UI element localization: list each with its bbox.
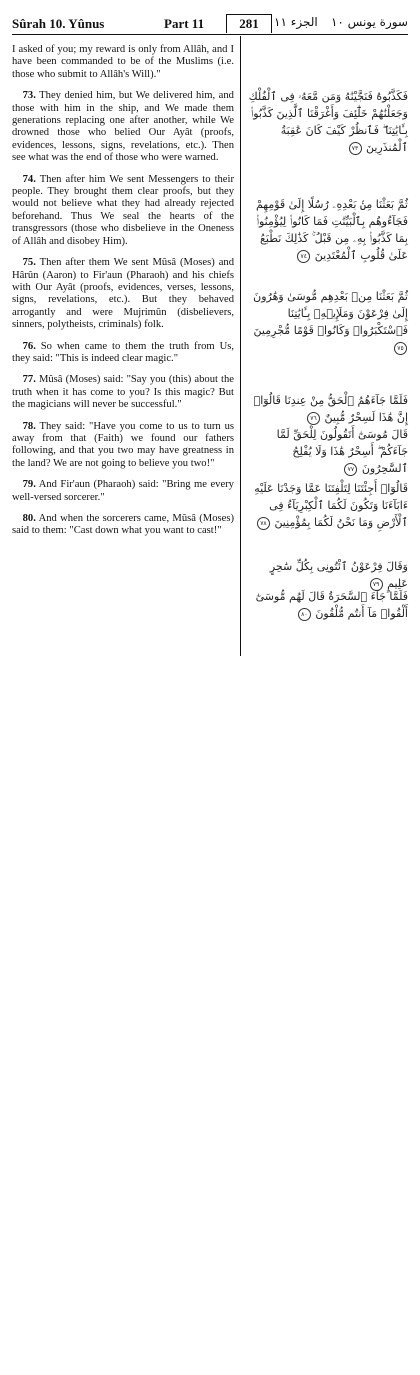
- arabic-verse: [246, 588, 408, 622]
- verse-number: 80.: [22, 513, 36, 524]
- ayah-end-marker: ٧٧: [344, 463, 357, 476]
- verse-paragraph: [12, 90, 234, 164]
- verse-number: 78.: [22, 420, 36, 432]
- verse-number: 76.: [22, 340, 36, 352]
- verse-paragraph: [12, 174, 234, 248]
- column-divider: [240, 36, 241, 656]
- arabic-verse-text: ثُمَّ بَعَثْنَا مِنۢ بَعْدِهِۦ رُسُلًا إِلَىٰ قَوْمِهِمْ فَجَآءُوهُم بِٱلْبَيِّنَٰتِ فَمَا كَانُوا۟ لِيُؤْمِنُوا۟ بِمَا كَذَّبُوا۟ بِهِۦ مِن قَبْلُ ۚ كَذَٰلِكَ نَطْبَعُ عَلَىٰ قُلُوبِ ٱلْمُعْتَدِينَ: [255, 198, 408, 262]
- arabic-verse-text: ثُمَّ بَعَثْنَا مِنۢ بَعْدِهِم مُّوسَىٰ وَهَٰرُونَ إِلَىٰ فِرْعَوْنَ وَمَلَإِي۟هِۦ بِـَٔايَٰتِنَا فَٱسْتَكْبَرُوا۟ وَكَانُوا۟ قَوْمًا مُّجْرِمِينَ: [253, 290, 408, 337]
- verse-text: I asked of you; my reward is only from Allâh, and I have been commanded to be of the Muslims (i.e. those who submit to Allâh's Will).": [12, 44, 234, 80]
- arabic-verse-text: قَالُوٓا۟ أَجِئْتَنَا لِتَلْفِتَنَا عَمَّا وَجَدْنَا عَلَيْهِ ءَابَآءَنَا وَتَكُونَ لَكُمَا ٱلْكِبْرِيَآءُ فِى ٱلْأَرْضِ وَمَا نَحْنُ لَكُمَا بِمُؤْمِنِينَ: [254, 482, 408, 529]
- surah-title-arabic: سورة يونس ١٠: [330, 15, 408, 29]
- ayah-end-marker: ٧٨: [257, 517, 270, 530]
- ayah-end-marker: ٧٥: [394, 342, 407, 355]
- verse-number: 79.: [22, 479, 36, 491]
- arabic-verse: [246, 196, 408, 264]
- verse-text: So when came to them the truth from Us, they said: "This is indeed clear magic.": [12, 340, 234, 364]
- translation-column: [12, 44, 234, 538]
- verse-paragraph: [12, 44, 234, 81]
- verse-number: 77.: [22, 374, 36, 386]
- arabic-verse: [246, 558, 408, 592]
- verse-text: They denied him, but We delivered him, and those with him in the ship, and We made them generations replacing one after another, while We drowned those who belied Our Ayât (proofs, evidences, lessons, signs, revelations, etc.). Then see what was the end of those who were warned.: [12, 90, 234, 164]
- verse-paragraph: [12, 421, 234, 471]
- arabic-verse-text: قَالَ مُوسَىٰٓ أَتَقُولُونَ لِلْحَقِّ لَمَّا جَآءَكُمْ ۖ أَسِحْرٌ هَٰذَا وَلَا يُفْلِحُ ٱلسَّٰحِرُونَ: [276, 428, 408, 475]
- surah-title: Sûrah 10. Yûnus: [12, 16, 105, 31]
- verse-paragraph: [12, 257, 234, 331]
- verse-text: And Fir'aun (Pharaoh) said: "Bring me every well-versed sorcerer.": [12, 479, 234, 503]
- ayah-end-marker: ٨٠: [298, 608, 311, 621]
- verse-paragraph: [12, 341, 234, 366]
- verse-number: 75.: [22, 257, 36, 269]
- ayah-end-marker: ٧٤: [297, 250, 310, 263]
- verse-paragraph: [12, 479, 234, 504]
- verse-paragraph: [12, 374, 234, 411]
- page-number: 281: [226, 14, 272, 33]
- arabic-verse: [246, 288, 408, 356]
- arabic-verse: [246, 392, 408, 426]
- arabic-verse: [246, 480, 408, 531]
- part-label: Part 11: [164, 16, 205, 31]
- arabic-verse-text: فَكَذَّبُوهُ فَنَجَّيْنَٰهُ وَمَن مَّعَهُۥ فِى ٱلْفُلْكِ وَجَعَلْنَٰهُمْ خَلَٰٓئِفَ وَأَغْرَقْنَا ٱلَّذِينَ كَذَّبُوا۟ بِـَٔايَٰتِنَا ۖ فَٱنظُرْ كَيْفَ كَانَ عَٰقِبَةُ ٱلْمُنذَرِينَ: [248, 90, 408, 154]
- verse-paragraph: [12, 513, 234, 538]
- verse-text: Then after him We sent Messengers to their people. They brought them clear proofs, but they would not believe what they had already rejected beforehand. Thus We seal the hearts of the transgressors (those who disbelieve in the Oneness of Allâh and disobey Him).: [12, 173, 234, 247]
- verse-text: And when the sorcerers came, Mûsâ (Moses) said to them: "Cast down what you want to cast!": [12, 513, 234, 537]
- ayah-end-marker: ٧٣: [349, 142, 362, 155]
- verse-number: 73.: [22, 90, 36, 102]
- arabic-verse-text: فَلَمَّا جَآءَهُمُ ٱلْحَقُّ مِنْ عِندِنَا قَالُوٓا۟ إِنَّ هَٰذَا لَسِحْرٌ مُّبِينٌ: [253, 394, 408, 424]
- arabic-verse-text: فَلَمَّا جَآءَ ٱلسَّحَرَةُ قَالَ لَهُم مُّوسَىٰٓ أَلْقُوا۟ مَآ أَنتُم مُّلْقُونَ: [255, 590, 408, 620]
- verse-text: They said: "Have you come to us to turn us away from that (Faith) we found our fathers following, and that you two may have greatness in the land? We are not going to believe you two!": [12, 420, 234, 469]
- arabic-verse-text: وَقَالَ فِرْعَوْنُ ٱئْتُونِى بِكُلِّ سَٰحِرٍ عَلِيمٍ: [269, 560, 408, 590]
- juz-label-arabic: الجزء ١١: [274, 15, 318, 29]
- verse-text: Mûsâ (Moses) said: "Say you (this) about the truth when it has come to you? Is this magic? But the magicians will never be successful.": [12, 374, 234, 411]
- arabic-verse: [246, 426, 408, 477]
- ayah-end-marker: ٧٩: [370, 578, 383, 591]
- verse-number: 74.: [22, 173, 36, 185]
- page-header: [12, 14, 408, 35]
- verse-text: Then after them We sent Mûsâ (Moses) and Hârûn (Aaron) to Fir'aun (Pharaoh) and his chiefs with Our Ayât (proofs, evidences, verses, lessons, signs, revelations, etc.). But they behaved arrogantly and were Mujrimûn (disbelievers, sinners, polytheists, criminals) folk.: [12, 257, 234, 331]
- arabic-verse: [246, 88, 408, 156]
- ayah-end-marker: ٧٦: [307, 412, 320, 425]
